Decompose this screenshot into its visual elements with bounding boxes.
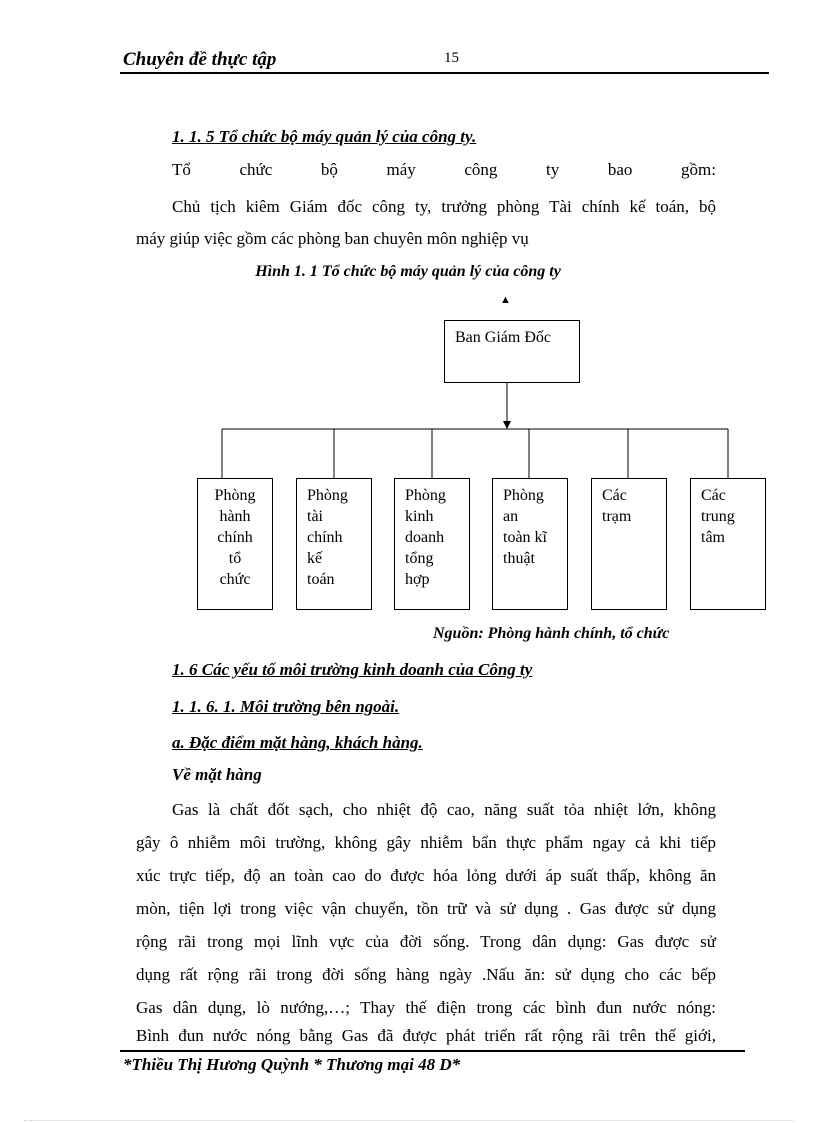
org-box-line: trung <box>701 508 735 525</box>
org-box-line: Phòng <box>214 487 256 504</box>
up-arrow-icon: ▲ <box>500 294 511 306</box>
figure-source: Nguồn: Phòng hành chính, tổ chức <box>433 625 670 642</box>
figure-caption: Hình 1. 1 Tổ chức bộ máy quản lý của công ty <box>255 263 561 280</box>
section-heading-1-6: 1. 6 Các yếu tố môi trường kinh doanh của Công ty <box>172 660 533 679</box>
org-box-line: hành <box>219 508 251 525</box>
body-line: Gas dân dụng, lò nướng,…; Thay thế điện trong các bình đun nước nóng: <box>136 998 716 1017</box>
org-box-line: chính <box>217 529 253 546</box>
header-title: Chuyên đề thực tập <box>123 49 277 70</box>
intro-word: chức <box>239 160 273 179</box>
org-box-line: chức <box>219 571 251 588</box>
org-box-line: Các <box>701 487 726 504</box>
subsection-heading-a: a. Đặc điểm mặt hàng, khách hàng. <box>172 733 423 752</box>
org-box-line: an <box>503 508 519 525</box>
intro-word: công <box>464 160 498 179</box>
org-box-line: toán <box>307 571 335 588</box>
org-box-line: Phòng <box>405 487 446 504</box>
org-box-stations <box>591 478 667 610</box>
org-box-line: Phòng <box>307 487 348 504</box>
intro-word: bộ <box>320 160 338 179</box>
org-box-line: toàn kĩ <box>503 529 547 546</box>
body-line: gây ô nhiễm môi trường, không gây nhiễm bẩn thực phẩm ngay cả khi tiếp <box>136 833 716 852</box>
intro-line-3: máy giúp việc gồm các phòng ban chuyên môn nghiệp vụ <box>136 229 529 248</box>
org-box-business-department <box>394 478 470 610</box>
body-line: xúc trực tiếp, độ an toàn cao do được hóa lỏng dưới áp suất thấp, không ăn <box>136 866 716 885</box>
org-box-line: tài <box>307 508 323 525</box>
org-box-line: Các <box>602 487 627 504</box>
org-box-management-board: Ban Giám Đốc <box>444 320 580 383</box>
subsection-heading-1-1-6-1: 1. 1. 6. 1. Môi trường bên ngoài. <box>172 697 400 716</box>
org-box-line: trạm <box>602 508 632 525</box>
intro-word: bao <box>607 160 633 179</box>
org-box-line: tổ <box>228 550 242 567</box>
org-box-safety-department <box>492 478 568 610</box>
intro-line-2: Chủ tịch kiêm Giám đốc công ty, trưởng phòng Tài chính kế toán, bộ <box>172 197 716 216</box>
org-box-line: thuật <box>503 550 535 567</box>
body-line: Bình đun nước nóng bằng Gas đã được phát triển rất rộng rãi trên thế giới, <box>136 1026 716 1045</box>
org-box-finance-department <box>296 478 372 610</box>
org-box-line: chính <box>307 529 343 546</box>
org-box-admin-department <box>197 478 273 610</box>
intro-word: máy <box>386 160 416 179</box>
org-box-line: doanh <box>405 529 445 546</box>
section-heading-1-1-5: 1. 1. 5 Tổ chức bộ máy quản lý của công ty. <box>172 127 477 146</box>
body-line: rộng rãi trong mọi lĩnh vực của đời sống. Trong dân dụng: Gas được sử <box>136 932 716 951</box>
intro-word: Tổ <box>172 160 191 179</box>
intro-word: gồm: <box>680 160 716 179</box>
org-box-centers <box>690 478 766 610</box>
org-box-line: kế <box>307 550 323 567</box>
page-number: 15 <box>444 50 459 66</box>
org-box-line: Phòng <box>503 487 544 504</box>
org-box-line: tâm <box>701 529 725 546</box>
body-line: Gas là chất đốt sạch, cho nhiệt độ cao, năng suất tỏa nhiệt lớn, không <box>172 800 716 819</box>
org-box-line: hợp <box>405 571 430 588</box>
footer-rule <box>120 1050 745 1052</box>
body-line: dụng rất rộng rãi trong đời sống hàng ngày .Nấu ăn: sử dụng cho các bếp <box>136 965 716 984</box>
org-box-line: tổng <box>405 550 434 567</box>
org-box-line: kinh <box>405 508 434 525</box>
footer-author: *Thiều Thị Hương Quỳnh * Thương mại 48 D* <box>123 1055 461 1074</box>
intro-word: ty <box>546 160 560 179</box>
page-edge-divider <box>24 1120 794 1121</box>
body-line: mòn, tiện lợi trong việc vận chuyển, tồn trữ và sử dụng . Gas được sử dụng <box>136 899 716 918</box>
subsection-heading-products: Về mặt hàng <box>172 765 262 784</box>
